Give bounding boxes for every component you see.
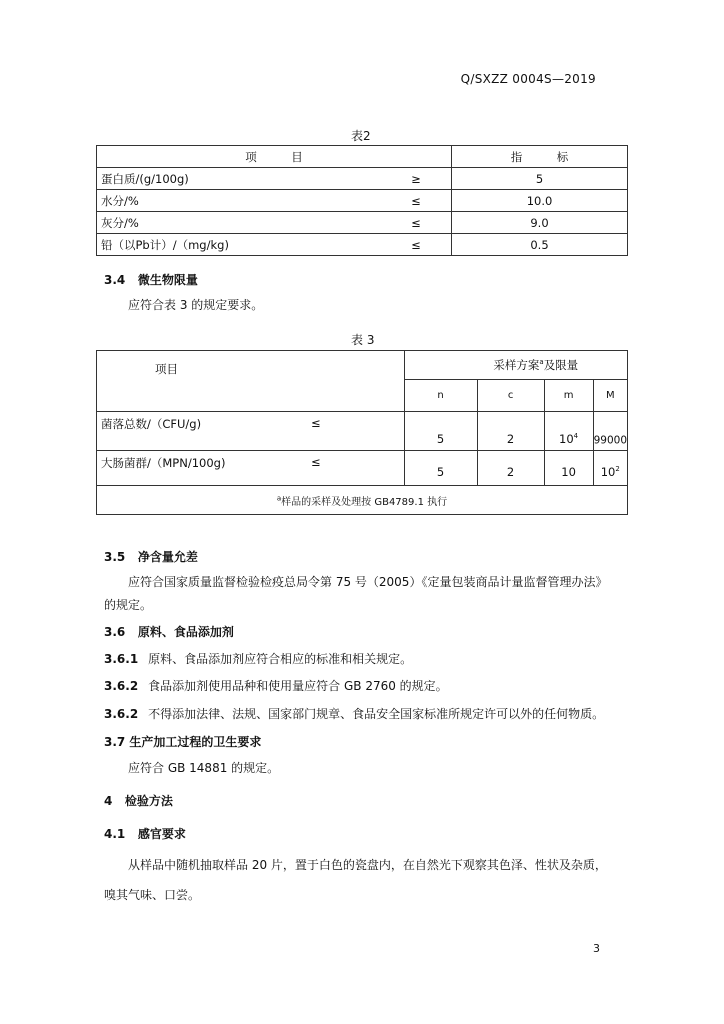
section-3-6-2-b [104, 705, 604, 722]
section-4-heading [104, 792, 173, 809]
section-3-6-heading [104, 623, 234, 640]
table3-caption: 表 3 [351, 333, 375, 347]
plan-label-tail: 及限量 [543, 358, 579, 373]
table3-operator: ≤ [311, 412, 404, 451]
table-3 [96, 350, 628, 515]
table2-value: 9.0 [452, 212, 628, 234]
page-number: 3 [593, 942, 600, 955]
section-number: 3.4 [104, 273, 126, 287]
table2-item: 灰分/% [97, 212, 382, 234]
section-3-6-1 [104, 650, 412, 667]
table3-header-item: 项目 [97, 351, 405, 412]
section-text: 不得添加法律、法规、国家部门规章、食品安全国家标准所规定许可以外的任何物质。 [148, 707, 605, 721]
table2-value: 10.0 [452, 190, 628, 212]
M-exponent: 2 [615, 465, 620, 474]
col-m: m [544, 380, 593, 412]
section-3-7-heading: 3.7 生产加工过程的卫生要求 [104, 735, 262, 749]
table-row [97, 234, 628, 256]
section-number: 3.6 [104, 625, 126, 639]
section-title: 感官要求 [137, 827, 186, 841]
table3-M [593, 412, 627, 451]
section-title: 微生物限量 [137, 273, 198, 287]
table-row [97, 190, 628, 212]
section-title: 原料、食品添加剂 [137, 625, 234, 639]
m-base: 10 [559, 432, 574, 446]
table2-item: 蛋白质/(g/100g) [97, 168, 382, 190]
table3-footnote-row [97, 486, 628, 515]
table3-header-row [97, 351, 628, 380]
table2-header-row [97, 146, 628, 168]
section-text: 原料、食品添加剂应符合相应的标准和相关规定。 [148, 652, 413, 666]
section-3-5-line2: 的规定。 [104, 598, 153, 612]
section-3-7-text: 应符合 GB 14881 的规定。 [128, 761, 280, 775]
table2-header-index: 指 标 [452, 146, 628, 168]
section-number: 4.1 [104, 827, 126, 841]
table-row [97, 412, 628, 451]
section-4-1-line1: 从样品中随机抽取样品 20 片，置于白色的瓷盘内，在自然光下观察其色泽、性状及杂质， [128, 858, 607, 872]
col-c: c [477, 380, 544, 412]
table3-header-plan [404, 351, 627, 380]
plan-label: 采样方案 [493, 358, 540, 373]
col-M: M [593, 380, 627, 412]
table2-value: 0.5 [452, 234, 628, 256]
table-row [97, 212, 628, 234]
table2-operator: ≤ [381, 190, 452, 212]
table2-item: 铅（以Pb计）/（mg/kg) [97, 234, 382, 256]
table2-operator: ≤ [381, 234, 452, 256]
table3-item: 大肠菌群/（MPN/100g) [97, 451, 312, 486]
table-2 [96, 145, 628, 256]
section-3-6-2-a [104, 677, 448, 694]
table3-operator: ≤ [311, 451, 404, 486]
document-code: Q/SXZZ 0004S—2019 [460, 72, 596, 86]
table3-m [544, 412, 593, 451]
section-4-1-heading [104, 825, 186, 842]
table2-item: 水分/% [97, 190, 382, 212]
table3-m [544, 451, 593, 486]
section-title: 净含量允差 [137, 550, 198, 564]
section-title: 检验方法 [124, 794, 173, 808]
col-n: n [404, 380, 477, 412]
section-number: 3.6.2 [104, 707, 139, 721]
m-base: 10 [561, 465, 576, 479]
table2-caption: 表2 [351, 129, 371, 143]
footnote-marker: a [276, 494, 282, 503]
table3-c: 2 [477, 412, 544, 451]
section-text: 食品添加剂使用品种和使用量应符合 GB 2760 的规定。 [148, 679, 448, 693]
M-base: 99000 [593, 434, 627, 446]
table-row [97, 168, 628, 190]
table2-operator: ≤ [381, 212, 452, 234]
table2-header-item: 项 目 [97, 146, 452, 168]
footnote-marker: a [539, 358, 544, 367]
section-3-5-line1: 应符合国家质量监督检验检疫总局令第 75 号（2005）《定量包装商品计量监督管理办法》 [128, 575, 608, 589]
table3-n: 5 [404, 451, 477, 486]
table3-M [593, 451, 627, 486]
m-exponent: 4 [573, 432, 579, 441]
M-base: 10 [600, 465, 616, 479]
section-4-1-line2: 嗅其气味、口尝。 [104, 888, 201, 902]
section-number: 4 [104, 794, 113, 808]
section-3-4-text: 应符合表 3 的规定要求。 [128, 298, 264, 312]
section-number: 3.5 [104, 550, 126, 564]
table2-value: 5 [452, 168, 628, 190]
table2-operator: ≥ [381, 168, 452, 190]
table3-item: 菌落总数/（CFU/g) [97, 412, 312, 451]
table-row [97, 451, 628, 486]
section-3-5-heading [104, 548, 198, 565]
section-3-4-heading [104, 271, 198, 288]
section-number: 3.6.1 [104, 652, 139, 666]
table3-footnote [97, 486, 628, 515]
table3-c: 2 [477, 451, 544, 486]
section-number: 3.6.2 [104, 679, 139, 693]
table3-n: 5 [404, 412, 477, 451]
footnote-text: 样品的采样及处理按 GB4789.1 执行 [281, 496, 448, 508]
